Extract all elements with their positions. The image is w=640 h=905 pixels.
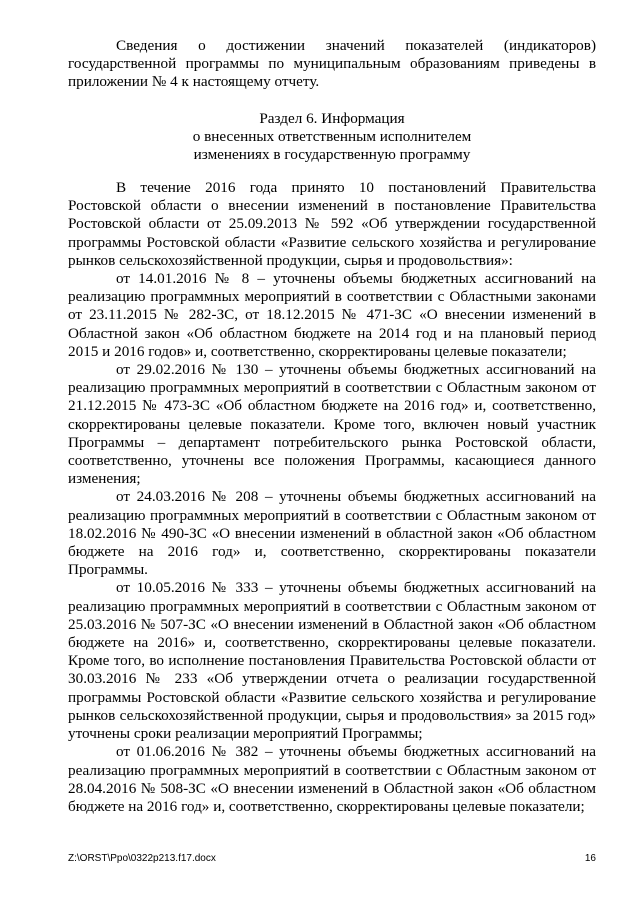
body-paragraph: В течение 2016 года принято 10 постановлений Правительства Ростовской области о внесении изменений в постановление Правительства Ростовской области от 25.09.2013 № 592 «Об утверждении государственной программы Ростовской области «Развитие сельского хозяйства и регулирование рынков сельскохозяйственной продукции, сырья и продовольствия»: — [68, 179, 596, 269]
intro-paragraph: Сведения о достижении значений показателей (индикаторов) государственной программы по муниципальным образованиям приведены в приложении № 4 к настоящему отчету. — [68, 37, 596, 91]
section-heading-line-1: Раздел 6. Информация — [259, 110, 405, 127]
body-paragraph: от 10.05.2016 № 333 – уточнены объемы бюджетных ассигнований на реализацию программных мероприятий в соответствии с Областным законом от 25.03.2016 № 507-ЗС «О внесении изменений в Областной закон «Об областном бюджете на 2016» и, соответственно, скорректированы целевые показатели. Кроме того, во исполнение постановления Правительства Ростовской области от 30.03.2016 № 233 «Об утверждении отчета о реализации государственной программы Ростовской области «Развитие сельского хозяйства и регулирование рынков сельскохозяйственной продукции, сырья и продовольствия» за 2015 год» уточнены сроки реализации мероприятий Программы; — [68, 579, 596, 743]
body-paragraph: от 01.06.2016 № 382 – уточнены объемы бюджетных ассигнований на реализацию программных мероприятий в соответствии с Областным законом от 28.04.2016 № 508-ЗС «О внесении изменений в Областной закон «Об областном бюджете на 2016 год» и, соответственно, скорректированы целевые показатели; — [68, 743, 596, 815]
page-number: 16 — [584, 853, 596, 864]
section-heading — [68, 110, 596, 165]
section-body — [68, 179, 596, 816]
body-paragraph: от 14.01.2016 № 8 – уточнены объемы бюджетных ассигнований на реализацию программных мероприятий в соответствии с Областными законами от 23.11.2015 № 282-ЗС, от 18.12.2015 № 471-ЗС «О внесении изменений в Областной закон «Об областном бюджете на 2014 год и на плановый период 2015 и 2016 годов» и, соответственно, скорректированы целевые показатели; — [68, 270, 596, 360]
body-paragraph: от 29.02.2016 № 130 – уточнены объемы бюджетных ассигнований на реализацию программных мероприятий в соответствии с Областным законом от 21.12.2015 № 473-ЗС «Об областном бюджете на 2016 год» и, соответственно, скорректированы целевые показатели. Кроме того, включен новый участник Программы – департамент потребительского рынка Ростовской области, соответственно, уточнены все положения Программы, касающиеся данного изменения; — [68, 361, 596, 488]
section-heading-line-3: изменениях в государственную программу — [193, 146, 471, 164]
body-paragraph: от 24.03.2016 № 208 – уточнены объемы бюджетных ассигнований на реализацию программных мероприятий в соответствии с Областным законом от 18.02.2016 № 490-ЗС «О внесении изменений в областной закон «Об областном бюджете на 2016 год» и, соответственно, скорректированы показатели Программы. — [68, 488, 596, 579]
intro-block — [68, 37, 596, 92]
section-heading-line-2: о внесенных ответственным исполнителем — [192, 128, 472, 146]
file-path: Z:\ORST\Ppo\0322p213.f17.docx — [68, 853, 216, 864]
